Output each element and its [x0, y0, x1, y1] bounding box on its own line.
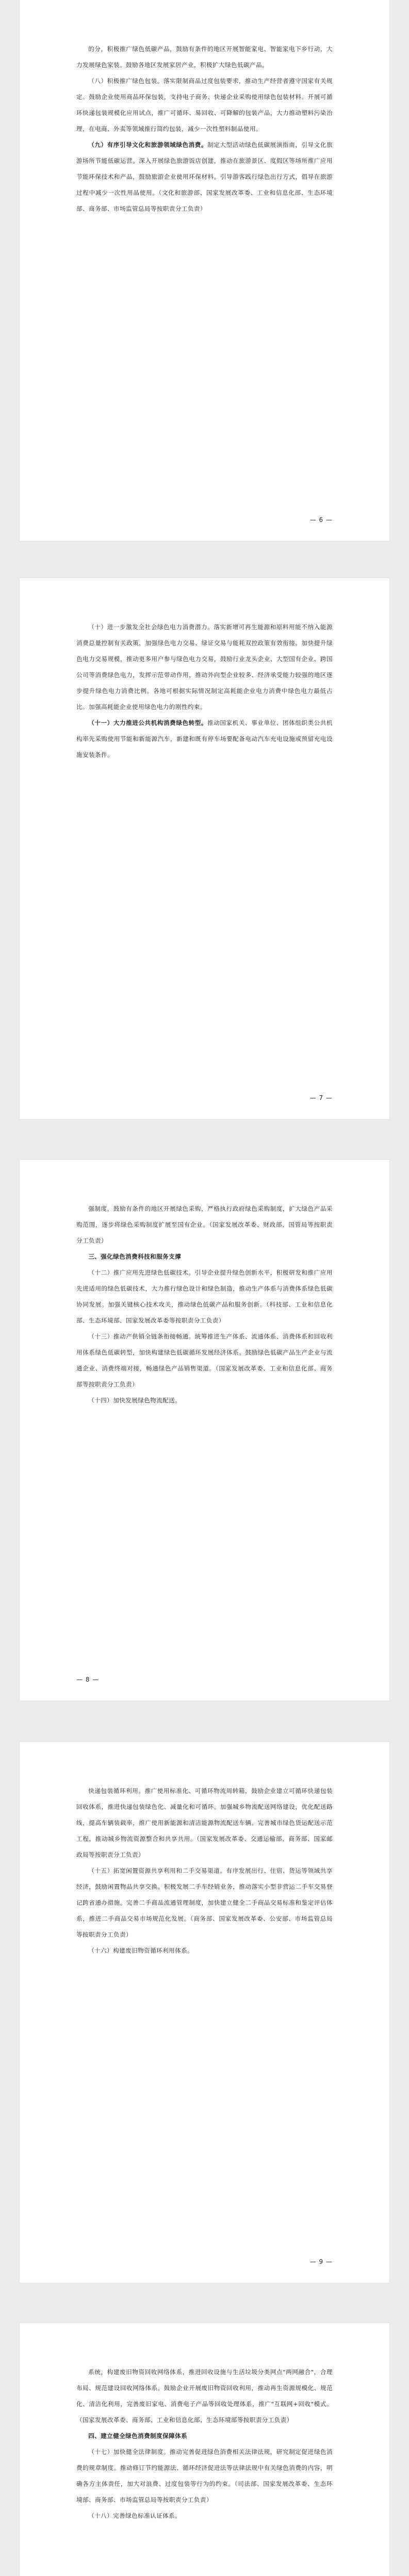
paragraph: 系统，构建废旧物资回收网络体系，推进回收设施与生活垃圾分类网点"两网融合"，合理布局、规范建设回收网络体系。鼓励企业开展废旧物资回收利用，推动再生资源规模化、规范化、清洁化利用，完善废旧家电、消费电子产品等回收处理体系，推广"互联网+回收"模式。（国家发展改革委、商务部、工业和信息化部、生态环境部等按职责分工负责） [76, 2368, 333, 2424]
paragraph: （十四）加快发展绿色物流配送。 [88, 1397, 182, 1404]
paragraph [76, 715, 333, 763]
clause-text: 推动国家机关、事业单位、团体组织类公共机构率先采购使用节能和新能源汽车，新建和既有停车场要配备电动汽车充电设施或预留充电设施安装条件。 [76, 719, 333, 758]
page-number: — 6 — [309, 516, 333, 523]
document-page-9 [20, 1742, 389, 2283]
document-page-7 [20, 578, 389, 1119]
document-page-8 [20, 1160, 389, 1701]
paragraph: （十二）推广应用先进绿色低碳技术。引导企业提升绿色创新水平，积极研发和推广应用先进适用的绿色低碳技术，大力推行绿色设计和绿色制造，推动生产体系与消费体系绿色低碳协同发展。加强关键核心技术攻关，推动绿色低碳产品和服务创新。（科技部、工业和信息化部、生态环境部、国家发展改革委等按职责分工负责） [76, 1269, 333, 1324]
page-number: — 9 — [309, 2258, 333, 2265]
page-number: — 7 — [309, 1094, 333, 1101]
paragraph: （十八）完善绿色标准认证体系。 [88, 2512, 182, 2519]
paragraph [76, 137, 333, 217]
paragraph: （十六）构建废旧物资循环利用体系。 [88, 1947, 194, 1954]
paragraph: （十五）拓宽闲置资源共享利用和二手交易渠道。有序发展出行、住宿、货运等领域共享经济，鼓励闲置物品共享交换。积极发展二手车经销业务，推动落实小型非营运二手车交易登记跨省通办措施。完善二手商品流通管理制度，加快建立健全二手商品交易标准和鉴定评估体系，推进二手商品交易市场规范化发展。（商务部、国家发展改革委、公安部、市场监管总局等按职责分工负责） [76, 1867, 333, 1938]
paragraph: （十三）推动产供销全链条衔接畅通。统筹推进生产体系、流通体系、消费体系和回收利用体系绿色低碳转型，加快构建绿色低碳循环发展经济体系。鼓励绿色低碳产品生产企业与流通企业、消费终端对接，畅通绿色产品销售渠道。（国家发展改革委、工业和信息化部、商务部等按职责分工负责） [76, 1333, 333, 1388]
paragraph: 强制度，鼓励有条件的地区开展绿色采购，严格执行政府绿色采购制度，扩大绿色产品采购范围，逐步将绿色采购制度扩展至国有企业。（国家发展改革委、财政部、国管局等按职责分工负责） [76, 1205, 333, 1244]
page-number: — 8 — [76, 1676, 100, 1683]
clause-heading: （九）有序引导文化和旅游领域绿色消费。 [88, 141, 208, 148]
document-page-10 [20, 2323, 389, 2576]
document-page-6 [20, 0, 389, 541]
section-heading: 四、建立健全绿色消费制度保障体系 [88, 2432, 188, 2439]
paragraph: 快递包装循环利用。推广使用标准化、可循环物流周转箱，鼓励企业建立可循环快递包装回收体系，推进快递包装绿色化、减量化和可循环。加强城乡物流配送网络建设，优化配送路线，提高车辆装载率，推广使用新能源和清洁能源物流配送车辆。完善城市绿色货运配送示范工程，推动城乡物流资源整合和共享共用。（国家发展改革委、交通运输部、商务部、国家邮政局等按职责分工负责） [76, 1787, 333, 1858]
paragraph: （十七）加快健全法律制度。推动完善促进绿色消费相关法律法规，研究制定促进绿色消费的规章制度。推动修订节约能源法、循环经济促进法等法律法规中有关绿色消费的内容，明确各方主体责任，加大对浪费、过度包装等行为的约束。（司法部、国家发展改革委、生态环境部、商务部、市场监管总局等按职责分工负责） [76, 2448, 333, 2503]
section-heading: 三、强化绿色消费科技和服务支撑 [88, 1253, 182, 1260]
paragraph: （十）进一步激发全社会绿色电力消费潜力。落实新增可再生能源和原料用能不纳入能源消费总量控制有关政策，加强绿色电力交易、绿证交易与能耗双控政策有效衔接。加快提升绿色电力交易规模，推动更多用户参与绿色电力交易，鼓励行业龙头企业、大型国有企业、跨国公司等消费绿色电力，发挥示范带动作用，推动外向型企业较多、经济承受能力较强的地区逐步提升绿色电力消费比例。各地可根据实际情况制定高耗能企业电力消费中绿色电力最低占比。加强高耗能企业使用绿色电力的刚性约束。 [76, 623, 333, 710]
clause-text: 制定大型活动绿色低碳展演指南，引导文化旅游场所节能低碳运营。深入开展绿色旅游饭店创建，推动在旅游景区、度假区等场所推广应用节能环保技术和产品，鼓励旅游企业使用环保材料。引导游客践行绿色出行方式，倡导在旅游过程中减少一次性用品使用。（文化和旅游部、国家发展改革委、工业和信息化部、生态环境部、商务部、市场监管总局等按职责分工负责） [76, 141, 333, 212]
paragraph: （八）积极推广绿色包装。落实限制商品过度包装要求，推动生产经营者遵守国家有关规定。鼓励企业使用商品环保包装，支持电子商务、快递企业采购使用绿色包装材料。开展可循环快递包装规模化应用试点，推广可循环、易回收、可降解的包装产品，大力推动塑料污染治理，在电商、外卖等领域推行简约包装，减少一次性塑料制品使用。 [76, 77, 333, 132]
clause-heading: （十一）大力推进公共机构消费绿色转型。 [88, 719, 208, 726]
paragraph: 的分，积极推广绿色低碳产品，鼓励有条件的地区开展智能家电、智能家电下乡行动，大力发展绿色家装。鼓励各地区发展家居产业，积极扩大绿色低碳产品。 [76, 45, 333, 69]
